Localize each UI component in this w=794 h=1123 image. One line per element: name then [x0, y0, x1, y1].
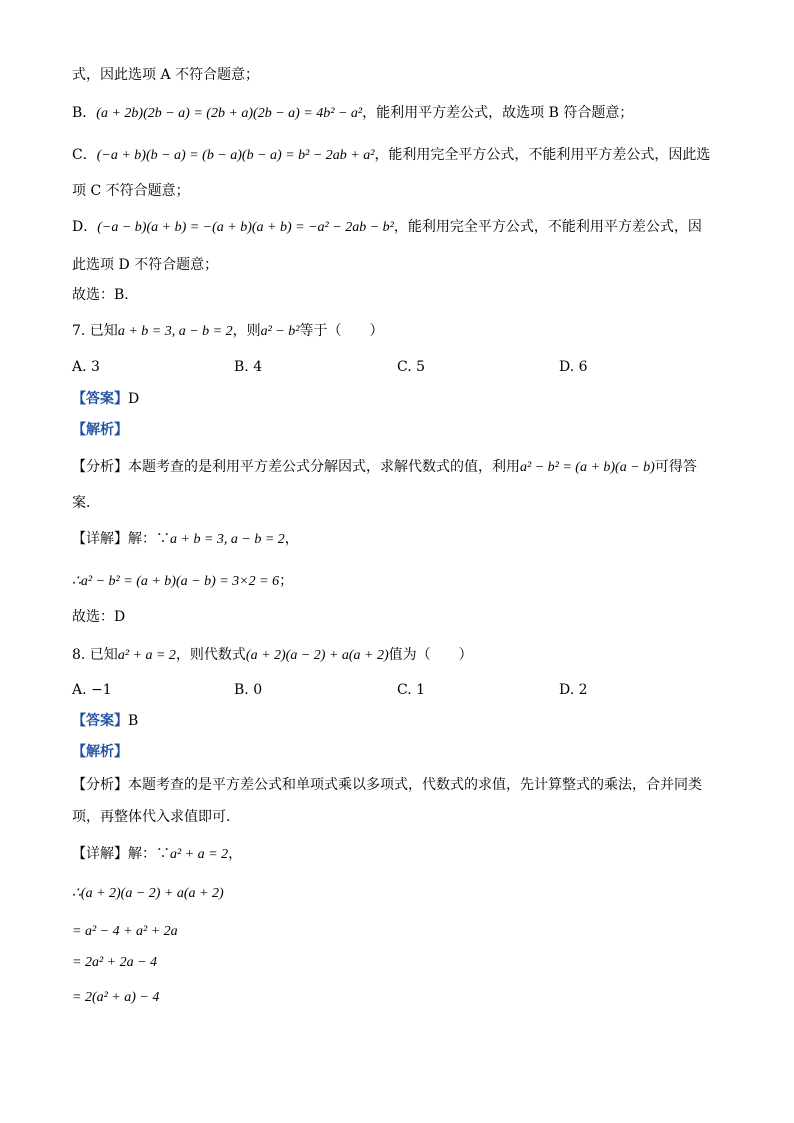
text: ，则代数式: [175, 647, 246, 663]
text: C．: [72, 147, 97, 163]
text: 式，因此选项 A 不符合题意；: [72, 67, 260, 83]
text: 解：∵: [128, 846, 170, 862]
text-line: [72, 256, 218, 274]
text: ，: [228, 846, 243, 862]
q7-option-c: C. 5: [397, 359, 426, 375]
text-line: [72, 494, 100, 512]
q7-select: [72, 608, 125, 626]
q8-detail: [72, 845, 242, 864]
analysis-tag: 【解析】: [72, 744, 128, 760]
fenxi-tag: 【分析】: [72, 777, 128, 793]
q7-detail: [72, 530, 299, 549]
detail-tag: 【详解】: [72, 846, 128, 862]
option-d-explanation: [72, 218, 702, 237]
formula: ∴(a + 2)(a − 2) + a(a + 2): [72, 886, 224, 901]
answer-tag: 【答案】: [72, 391, 128, 407]
text: ，: [284, 531, 299, 547]
text: 故选：D: [72, 609, 126, 625]
formula: = a² − 4 + a² + 2a: [72, 924, 178, 939]
text: B．: [72, 105, 97, 121]
text: 值为（ ）: [388, 647, 473, 663]
text: 故选：B．: [72, 287, 139, 303]
detail-tag: 【详解】: [72, 531, 128, 547]
formula: a² + a = 2: [117, 648, 176, 663]
formula: (−a + b)(b − a) = (b − a)(b − a) = b² − 2ab + a²: [96, 148, 375, 163]
q7-option-b: B. 4: [234, 359, 263, 375]
text: 8. 已知: [72, 647, 118, 663]
question-8: [72, 646, 473, 665]
formula: = 2a² + 2a − 4: [72, 955, 158, 970]
formula: = 2(a² + a) − 4: [72, 990, 160, 1005]
text-line: [72, 182, 190, 200]
text-line: [72, 66, 259, 84]
text: 解：∵: [128, 531, 170, 547]
formula: a + b = 3, a − b = 2: [117, 324, 233, 339]
text: 案．: [72, 495, 100, 511]
text: ，能利用完全平方公式，不能利用平方差公式，因此选: [374, 147, 711, 163]
q7-fenxi: [72, 458, 697, 477]
q8-option-a: A. −1: [72, 682, 112, 698]
q8-option-d: D. 2: [559, 682, 588, 698]
text: D．: [72, 219, 98, 235]
text: 此选项 D 不符合题意；: [72, 257, 219, 273]
text: 项，再整体代入求值即可．: [72, 809, 240, 825]
text-line: [72, 808, 240, 826]
option-b-explanation: [72, 104, 633, 123]
q8-step: [72, 922, 178, 941]
text: 本题考查的是平方差公式和单项式乘以多项式，代数式的求值，先计算整式的乘法，合并同类: [128, 777, 702, 793]
option-c-explanation: [72, 146, 710, 165]
q8-fenxi: [72, 776, 702, 794]
text: 项 C 不符合题意；: [72, 183, 190, 199]
q7-step: [72, 572, 293, 591]
fenxi-tag: 【分析】: [72, 459, 128, 475]
q8-step: [72, 953, 157, 972]
q7-option-a: A. 3: [72, 359, 100, 375]
formula: (−a − b)(a + b) = −(a + b)(a + b) = −a² − 2ab − b²: [97, 220, 394, 235]
text: 7. 已知: [72, 323, 118, 339]
q8-option-c: C. 1: [397, 682, 426, 698]
q7-answer: [72, 390, 139, 408]
q8-option-b: B. 0: [234, 682, 263, 698]
text: ；: [279, 573, 294, 589]
text: 可得答: [654, 459, 697, 475]
analysis-tag: 【解析】: [72, 422, 128, 438]
formula: a² − b² = (a + b)(a − b): [520, 460, 655, 475]
answer-value: B: [128, 713, 139, 729]
question-7: [72, 322, 383, 341]
text: ，能利用平方差公式，故选项 B 符合题意；: [362, 105, 634, 121]
q7-option-d: D. 6: [559, 359, 588, 375]
formula: ∴a² − b² = (a + b)(a − b) = 3×2 = 6: [72, 574, 280, 589]
answer-value: D: [128, 391, 140, 407]
q8-answer: [72, 712, 138, 730]
q8-step: [72, 988, 159, 1007]
q8-step: [72, 884, 224, 903]
formula: a² + a = 2: [170, 847, 229, 862]
q7-analysis-heading: [72, 421, 128, 439]
text: 本题考查的是利用平方差公式分解因式，求解代数式的值，利用: [128, 459, 520, 475]
q8-analysis-heading: [72, 743, 128, 761]
formula: a + b = 3, a − b = 2: [170, 532, 285, 547]
text: 等于（ ）: [299, 323, 384, 339]
answer-tag: 【答案】: [72, 713, 128, 729]
formula: a² − b²: [260, 324, 300, 339]
text: ，则: [232, 323, 261, 339]
text-line: [72, 286, 138, 304]
text: ，能利用完全平方公式，不能利用平方差公式，因: [393, 219, 702, 235]
formula: (a + 2)(a − 2) + a(a + 2): [245, 648, 389, 663]
formula: (a + 2b)(2b − a) = (2b + a)(2b − a) = 4b² − a²: [96, 106, 363, 121]
